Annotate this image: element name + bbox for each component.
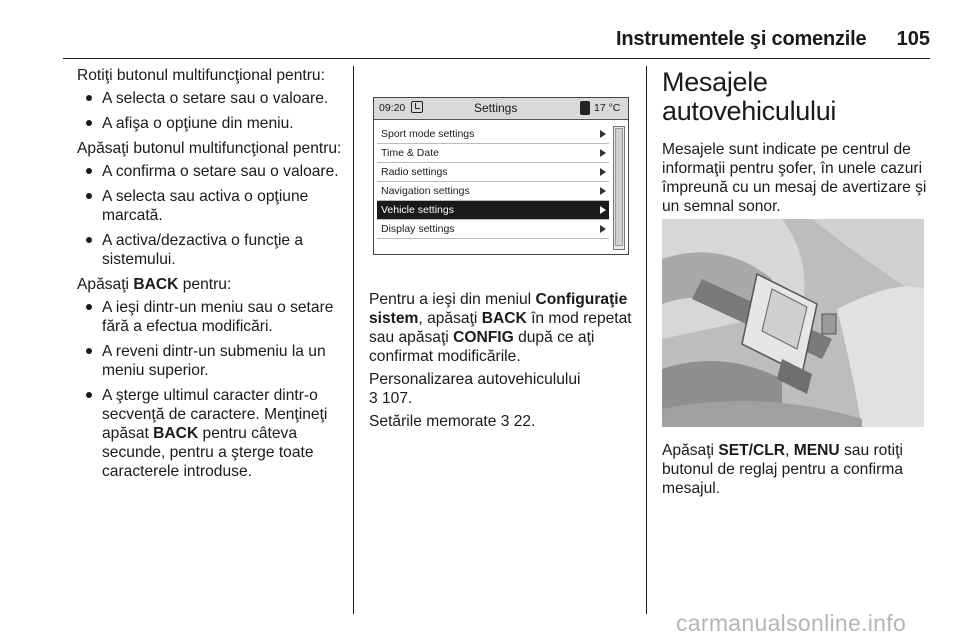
paragraph-press: Apăsaţi butonul multifuncţional pentru: — [77, 140, 342, 157]
paragraph-back — [77, 275, 347, 294]
menu-item-label: Radio settings — [381, 166, 448, 178]
column-middle — [369, 290, 637, 435]
key-config-system: Configuraţie sistem — [369, 291, 628, 327]
paragraph-exit-menu — [369, 290, 637, 366]
text-run: sau rotiţi butonul de reglaj pentru a confirma mesajul. — [662, 442, 903, 497]
steering-stalk-photo — [662, 219, 924, 427]
column-left — [77, 66, 347, 487]
bullet-item: A activa/dezactiva o funcţie a sistemului. — [77, 231, 347, 269]
text-run: pentru câteva secunde, pentru a şterge toate caracterele introduse. — [102, 425, 314, 480]
text-run: după ce aţi confirmat modificările. — [369, 329, 595, 365]
text-run: pentru: — [178, 276, 232, 293]
bullet-item: A confirma o setare sau o valoare. — [77, 162, 347, 181]
section-title: Instrumentele şi comenzile — [616, 28, 867, 50]
chevron-right-icon — [600, 130, 606, 138]
menu-item-radio[interactable] — [377, 163, 609, 182]
chevron-right-icon — [600, 168, 606, 176]
menu-scrollbar[interactable] — [613, 126, 625, 250]
menu-item-time-date[interactable] — [377, 144, 609, 163]
screen-status-bar — [374, 98, 628, 120]
menu-item-label: Navigation settings — [381, 185, 470, 197]
text-run: în mod repetat sau apăsaţi — [369, 310, 632, 346]
menu-item-display[interactable] — [377, 220, 609, 239]
page-reference[interactable]: 3 22. — [500, 413, 536, 430]
settings-menu-list — [377, 125, 609, 239]
bullet-item: A afişa o opţiune din meniu. — [77, 114, 347, 133]
stalk-illustration — [662, 219, 924, 427]
text-run: Apăsaţi — [77, 276, 134, 293]
thermometer-icon — [580, 101, 590, 115]
column-divider-left — [353, 66, 354, 614]
bullet-item: A selecta o setare sau o valoare. — [77, 89, 347, 108]
clock-icon — [411, 101, 423, 113]
page-number: 105 — [896, 28, 930, 50]
text-run: Apăsaţi — [662, 442, 719, 459]
screen-time: 09:20 — [379, 102, 406, 114]
chevron-right-icon — [600, 187, 606, 195]
bullet-item: A selecta sau activa o opţiune marcată. — [77, 187, 347, 225]
bullet-item — [77, 386, 347, 481]
column-divider-right — [646, 66, 647, 614]
paragraph-messages: Mesajele sunt indicate pe centrul de informaţii pentru şofer, în unele cazuri împreună cu un mesaj de avertizare şi un semnal sonor. — [662, 141, 927, 215]
chevron-right-icon — [600, 206, 606, 214]
page-header — [616, 28, 930, 52]
paragraph-confirm — [662, 441, 930, 498]
bullet-item: A reveni dintr-un submeniu la un meniu superior. — [77, 342, 347, 380]
menu-item-sport-mode[interactable] — [377, 125, 609, 144]
settings-screen — [373, 97, 629, 255]
scrollbar-thumb[interactable] — [615, 128, 623, 246]
menu-item-label: Sport mode settings — [381, 128, 475, 140]
section-heading: Mesajele autovehiculului — [662, 67, 837, 126]
menu-item-navigation[interactable] — [377, 182, 609, 201]
text-run: A şterge ultimul caracter dintr-o secvenţă de caractere. Menţineţi apăsat — [102, 387, 328, 442]
text-run: Personalizarea autovehiculului — [369, 371, 581, 388]
watermark: carmanualsonline.info — [676, 610, 907, 636]
key-back: BACK — [153, 425, 199, 442]
text-run: Pentru a ieşi din meniul — [369, 291, 536, 308]
page-reference[interactable]: 3 107. — [369, 390, 413, 407]
text-run: , apăsaţi — [418, 310, 482, 327]
chevron-right-icon — [600, 225, 606, 233]
chevron-right-icon — [600, 149, 606, 157]
column-right-lower — [662, 441, 930, 502]
menu-item-label: Vehicle settings — [381, 204, 454, 216]
menu-item-vehicle[interactable] — [377, 201, 609, 220]
key-config: CONFIG — [453, 329, 514, 346]
menu-item-label: Display settings — [381, 223, 455, 235]
column-right — [662, 68, 930, 220]
settings-screen-figure — [369, 75, 631, 275]
screen-temperature: 17 °C — [594, 102, 621, 114]
paragraph-rotate: Rotiţi butonul multifuncţional pentru: — [77, 67, 325, 84]
paragraph-memory — [369, 412, 637, 431]
key-menu: MENU — [793, 442, 840, 459]
text-run: , — [785, 442, 794, 459]
text-run: Setările memorate — [369, 413, 501, 430]
key-back: BACK — [133, 276, 179, 293]
paragraph-personalization — [369, 370, 637, 408]
menu-item-label: Time & Date — [381, 147, 439, 159]
screen-title: Settings — [474, 101, 518, 115]
key-set-clr: SET/CLR — [718, 442, 786, 459]
header-rule — [63, 58, 930, 59]
key-back: BACK — [481, 310, 527, 327]
bullet-item: A ieşi dintr-un meniu sau o setare fără a efectua modificări. — [77, 298, 347, 336]
